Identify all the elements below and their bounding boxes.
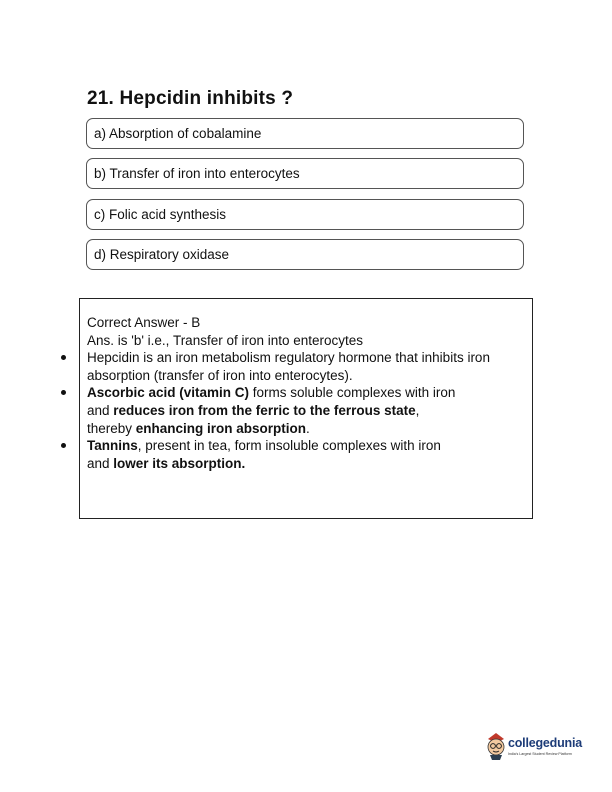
answer-explanation [87,314,527,472]
mascot-icon [484,730,508,762]
bullet-3-text-1: , present in tea, form insoluble complexes with iron [137,438,441,454]
option-d[interactable]: d) Respiratory oxidase [86,239,524,270]
bullet-2-bold-1: Ascorbic acid (vitamin C) [87,385,250,401]
bullet-2-bold-2: reduces iron from the ferric to the ferrous state [113,402,416,418]
bullet-dot-icon [61,355,66,360]
bullet-3-bold-2: lower its absorption. [113,455,246,471]
bullet-2-text-2a: and [87,402,114,418]
bullet-1-line-2: absorption (transfer of iron into enterocytes). [87,367,353,383]
logo-tagline: India's Largest Student Review Platform [508,752,572,756]
option-c[interactable]: c) Folic acid synthesis [86,199,524,230]
bullet-2-line-2 [87,402,527,420]
bullet-1-line-1 [87,349,527,367]
bullet-2-line-3 [87,420,527,438]
bullet-1-text-1: Hepcidin is an iron metabolism regulatory hormone that inhibits iron [87,350,490,366]
bullet-2-text-2b: , [415,402,420,418]
logo-name: collegedunia [508,736,583,750]
option-b[interactable]: b) Transfer of iron into enterocytes [86,158,524,189]
bullet-2-line-1 [87,384,527,402]
option-a[interactable]: a) Absorption of cobalamine [86,118,524,149]
bullet-2-text-1: forms soluble complexes with iron [249,385,456,401]
answer-summary-line: Ans. is 'b' i.e., Transfer of iron into enterocytes [87,332,364,348]
bullet-3-line-1 [87,437,527,455]
bullet-dot-icon [61,390,66,395]
bullet-2-text-3a: thereby [87,420,136,436]
bullet-3-line-2 [87,455,527,473]
bullet-2-bold-3: enhancing iron absorption [135,420,307,436]
bullet-2-text-3b: . [306,420,310,436]
bullet-dot-icon [61,443,66,448]
correct-answer-line: Correct Answer - B [87,315,201,330]
question-title: 21. Hepcidin inhibits ? [87,88,294,109]
bullet-3-bold-1: Tannins [87,438,138,454]
bullet-3-text-2a: and [87,455,114,471]
collegedunia-logo[interactable] [484,730,584,762]
